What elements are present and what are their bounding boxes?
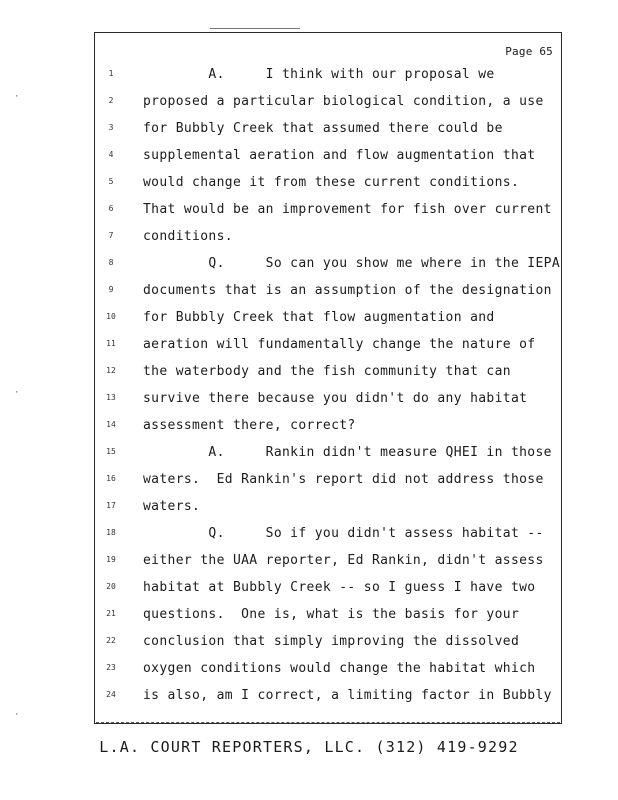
line-text: oxygen conditions would change the habitat which [143,661,536,676]
transcript-line [95,256,563,276]
line-text: A. Rankin didn't measure QHEI in those [143,445,552,460]
transcript-line [95,445,563,465]
line-number: 19 [106,555,116,564]
line-text: supplemental aeration and flow augmentation that [143,148,536,163]
transcript-line [95,472,563,492]
transcript-line [95,607,563,627]
line-number: 17 [106,501,116,510]
court-reporter-footer: L.A. COURT REPORTERS, LLC. (312) 419-9292 [99,738,519,756]
transcript-line [95,67,563,87]
transcript-line [95,526,563,546]
line-number: 6 [108,204,114,213]
transcript-line [95,391,563,411]
line-text: Q. So if you didn't assess habitat -- [143,526,544,541]
transcript-line [95,499,563,519]
line-text: That would be an improvement for fish over current [143,202,552,217]
line-text: A. I think with our proposal we [143,67,495,82]
line-text: habitat at Bubbly Creek -- so I guess I have two [143,580,536,595]
line-text: survive there because you didn't do any habitat [143,391,528,406]
line-number: 10 [106,312,116,321]
line-text: either the UAA reporter, Ed Rankin, didn't assess [143,553,544,568]
margin-mark: · [14,92,20,102]
line-number: 13 [106,393,116,402]
margin-mark: · [14,388,20,398]
line-number: 14 [106,420,116,429]
line-number: 21 [106,609,116,618]
line-text: conclusion that simply improving the dissolved [143,634,520,649]
line-text: conditions. [143,229,233,244]
page-number: Page 65 [505,45,553,58]
line-text: documents that is an assumption of the designation [143,283,552,298]
line-number: 9 [108,285,114,294]
transcript-line [95,94,563,114]
transcript-line [95,229,563,249]
line-number: 16 [106,474,116,483]
transcript-line [95,688,563,708]
line-number: 7 [108,231,114,240]
line-text: Q. So can you show me where in the IEPA [143,256,561,271]
line-text: waters. [143,499,201,514]
line-number: 22 [106,636,116,645]
line-number: 18 [106,528,116,537]
line-number: 5 [108,177,114,186]
transcript-line [95,148,563,168]
transcript-line [95,580,563,600]
line-number: 8 [108,258,114,267]
line-text: would change it from these current conditions. [143,175,520,190]
line-number: 23 [106,663,116,672]
line-number: 11 [106,339,116,348]
transcript-line [95,337,563,357]
transcript-line [95,121,563,141]
transcript-line [95,310,563,330]
transcript-line [95,634,563,654]
margin-mark: · [14,710,20,720]
line-number: 15 [106,447,116,456]
line-text: the waterbody and the fish community that can [143,364,511,379]
line-text: for Bubbly Creek that assumed there could be [143,121,503,136]
transcript-line [95,553,563,573]
transcript-line [95,202,563,222]
line-number: 2 [108,96,114,105]
line-text: for Bubbly Creek that flow augmentation and [143,310,495,325]
transcript-line [95,175,563,195]
line-text: waters. Ed Rankin's report did not address those [143,472,544,487]
line-text: questions. One is, what is the basis for your [143,607,520,622]
line-text: assessment there, correct? [143,418,356,433]
line-number: 1 [108,69,114,78]
transcript-page [94,32,562,724]
line-number: 3 [108,123,114,132]
transcript-line [95,418,563,438]
bottom-rule [96,722,560,723]
line-text: is also, am I correct, a limiting factor in Bubbly [143,688,552,703]
line-number: 12 [106,366,116,375]
line-number: 4 [108,150,114,159]
transcript-line [95,661,563,681]
line-text: proposed a particular biological condition, a use [143,94,544,109]
scan-artifact-top [210,28,300,29]
line-number: 20 [106,582,116,591]
transcript-line [95,364,563,384]
line-number: 24 [106,690,116,699]
transcript-line [95,283,563,303]
line-text: aeration will fundamentally change the nature of [143,337,536,352]
